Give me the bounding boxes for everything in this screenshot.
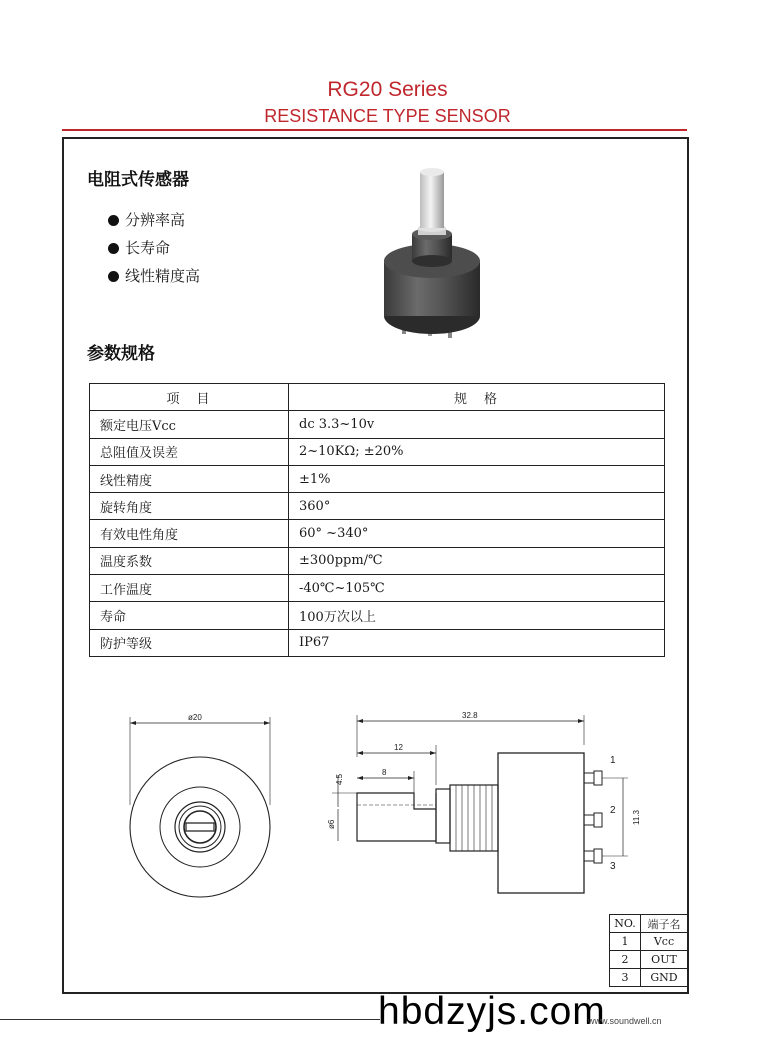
side-view [327,711,641,893]
param-value: -40℃~105℃ [289,575,665,602]
dim-flat-depth: 4.5 [335,773,344,785]
dim-shaft-diameter: ø6 [327,819,336,829]
pin-number-label: 1 [610,755,616,766]
table-row [90,547,665,574]
feature-label: 长寿命 [125,239,171,257]
feature-label: 分辨率高 [125,211,186,229]
table-row [90,465,665,492]
param-value: ±300ppm/℃ [289,547,665,574]
website-link[interactable]: www.soundwell.cn [588,1016,662,1026]
param-value: 2~10KΩ; ±20% [289,438,665,465]
bullet-dot-icon [108,271,119,282]
table-row [90,629,665,656]
param-name: 线性精度 [90,465,289,492]
column-header: 端子名 [641,915,688,933]
param-name: 工作温度 [90,575,289,602]
table-header-row [90,384,665,411]
param-value: IP67 [289,629,665,656]
specs-title: 参数规格 [87,344,155,364]
pin-number-label: 2 [610,805,616,816]
pin-table [609,914,688,987]
param-value: 100万次以上 [289,602,665,629]
pin-no: 3 [610,969,641,987]
sensor-product-image [376,164,488,346]
table-row [90,575,665,602]
dim-pin-span: 11.3 [632,810,641,825]
bullet-dot-icon [108,243,119,254]
dim-shaft-length: 12 [394,743,403,752]
param-value: 60° ~340° [289,520,665,547]
param-value: 360° [289,493,665,520]
pin-number-label: 3 [610,861,616,872]
footer-rule [0,1019,380,1020]
technical-drawing [120,705,640,905]
table-row [90,411,665,438]
spec-table [89,383,665,657]
param-name: 旋转角度 [90,493,289,520]
param-name: 防护等级 [90,629,289,656]
param-name: 额定电压Vcc [90,411,289,438]
dim-front-diameter: ø20 [188,713,202,722]
pin-name: Vcc [641,933,688,951]
bullet-dot-icon [108,215,119,226]
table-row [90,438,665,465]
table-row [90,520,665,547]
feature-item [108,209,185,230]
param-name: 温度系数 [90,547,289,574]
intro-title: 电阻式传感器 [87,170,189,190]
table-row [610,951,688,969]
table-row [610,969,688,987]
param-name: 有效电性角度 [90,520,289,547]
watermark-text: hbdzyjs.com [378,990,606,1033]
feature-item [108,237,170,258]
param-name: 寿命 [90,602,289,629]
feature-label: 线性精度高 [125,267,201,285]
feature-item [108,265,200,286]
column-header: 项 目 [90,384,289,411]
pin-no: 1 [610,933,641,951]
pin-name: OUT [641,951,688,969]
table-header-row [610,915,688,933]
dim-total-length: 32.8 [462,711,478,720]
column-header: NO. [610,915,641,933]
pin-name: GND [641,969,688,987]
pin-no: 2 [610,951,641,969]
table-row [90,493,665,520]
param-name: 总阻值及误差 [90,438,289,465]
param-value: ±1% [289,465,665,492]
table-row [610,933,688,951]
title-rule [62,129,687,131]
front-view [130,713,270,897]
table-row [90,602,665,629]
dim-flat-length: 8 [382,768,387,777]
column-header: 规 格 [289,384,665,411]
param-value: dc 3.3~10v [289,411,665,438]
series-subtitle: RESISTANCE TYPE SENSOR [264,106,511,126]
series-title: RG20 Series [327,78,448,101]
